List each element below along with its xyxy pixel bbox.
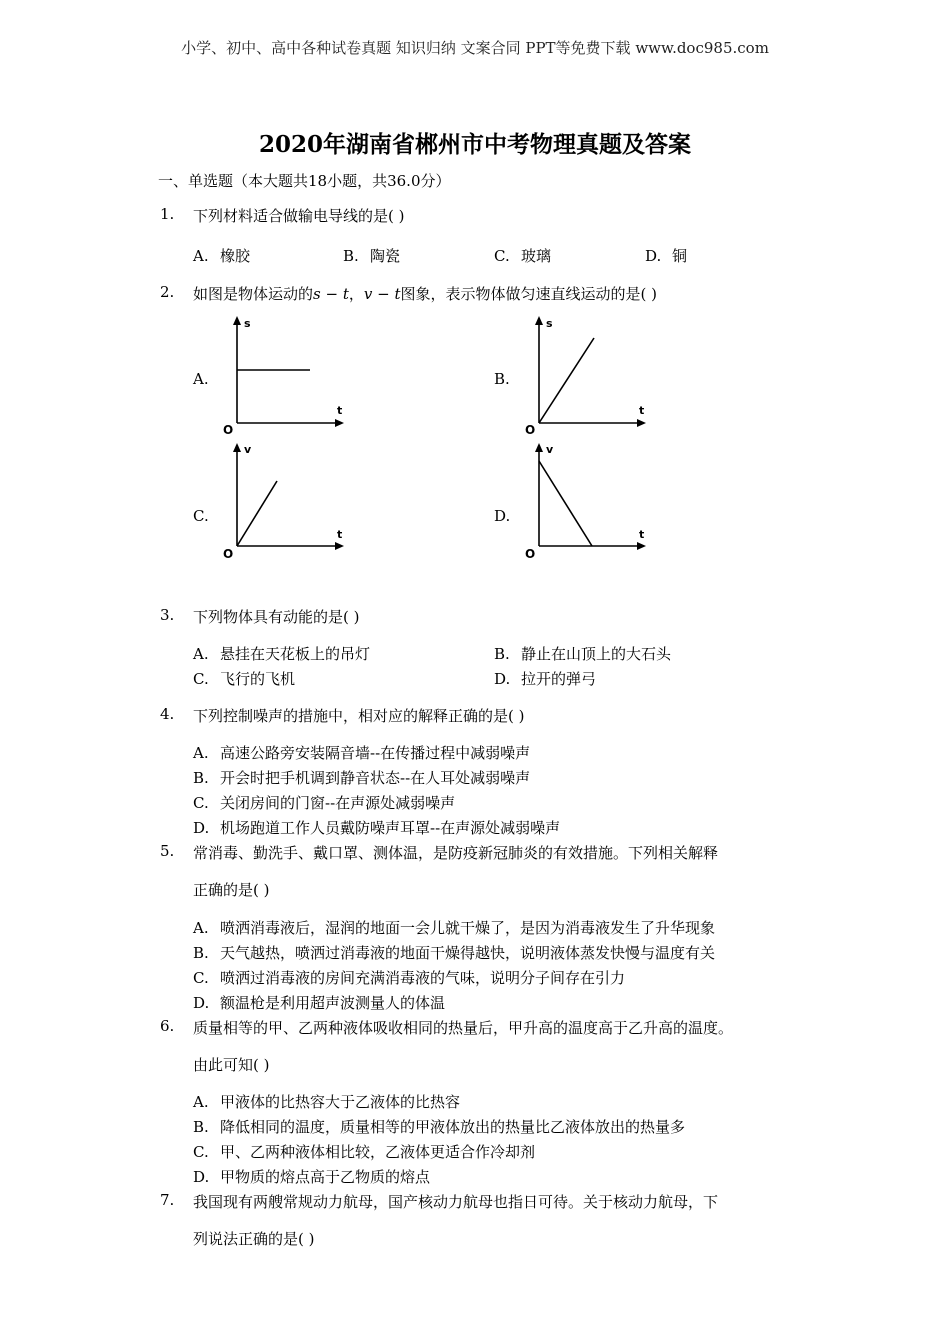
graph-a bbox=[210, 312, 360, 437]
page-title: 2020年湖南省郴州市中考物理真题及答案 bbox=[258, 131, 691, 158]
graph-c bbox=[210, 437, 360, 562]
graph-line bbox=[539, 461, 592, 546]
question-number: 6. bbox=[160, 1017, 175, 1035]
question-number: 4. bbox=[160, 705, 175, 723]
origin-label: O bbox=[223, 423, 234, 437]
option-b: B. 天气越热，喷洒过消毒液的地面干燥得越快，说明液体蒸发快慢与温度有关 bbox=[193, 944, 716, 962]
axis-label-x: t bbox=[337, 404, 343, 417]
origin-label: O bbox=[223, 547, 234, 561]
question-number: 3. bbox=[160, 606, 175, 624]
x-axis-arrow bbox=[335, 542, 344, 550]
y-axis-arrow bbox=[535, 316, 543, 325]
option-d: D. 甲物质的熔点高于乙物质的熔点 bbox=[193, 1168, 431, 1186]
section-heading: 一、单选题（本大题共18小题，共36.0分） bbox=[158, 172, 451, 190]
option-d: D. 额温枪是利用超声波测量人的体温 bbox=[193, 994, 446, 1012]
question-number: 2. bbox=[160, 283, 175, 301]
option-b: B. 开会时把手机调到静音状态--在人耳处减弱噪声 bbox=[193, 769, 531, 787]
page-header: 小学、初中、高中各种试卷真题 知识归纳 文案合同 PPT等免费下载 www.doc985.com bbox=[181, 39, 769, 57]
option-c: C. 喷洒过消毒液的房间充满消毒液的气味，说明分子间存在引力 bbox=[193, 969, 626, 987]
axis-label-x: t bbox=[639, 404, 645, 417]
option-d: D. 铜 bbox=[645, 247, 688, 265]
option-b: B. 静止在山顶上的大石头 bbox=[494, 645, 672, 663]
option-b: B. 陶瓷 bbox=[343, 247, 401, 265]
x-axis-arrow bbox=[335, 419, 344, 427]
option-d-label: D. bbox=[494, 507, 511, 525]
option-c: C. 关闭房间的门窗--在声源处减弱噪声 bbox=[193, 794, 456, 812]
x-axis-arrow bbox=[637, 419, 646, 427]
question-number: 7. bbox=[160, 1191, 175, 1209]
question-text-continued: 由此可知( ) bbox=[193, 1056, 270, 1074]
option-d: D. 拉开的弹弓 bbox=[494, 670, 597, 688]
axis-label-y: v bbox=[546, 443, 554, 456]
question-text: 下列控制噪声的措施中，相对应的解释正确的是( ) bbox=[193, 707, 525, 725]
axis-label-y: s bbox=[244, 317, 251, 330]
x-axis-arrow bbox=[637, 542, 646, 550]
option-c-label: C. bbox=[193, 507, 209, 525]
question-text: 下列材料适合做输电导线的是( ) bbox=[193, 207, 405, 225]
graph-line bbox=[539, 338, 594, 423]
graph-line bbox=[237, 481, 277, 546]
question-text-continued: 正确的是( ) bbox=[193, 881, 270, 899]
option-a: A. 橡胶 bbox=[193, 247, 251, 265]
option-a: A. 喷洒消毒液后，湿润的地面一会儿就干燥了，是因为消毒液发生了升华现象 bbox=[193, 919, 716, 937]
option-b-label: B. bbox=[494, 370, 510, 388]
question-text: 我国现有两艘常规动力航母，国产核动力航母也指日可待。关于核动力航母，下 bbox=[193, 1193, 719, 1211]
y-axis-arrow bbox=[233, 316, 241, 325]
y-axis-arrow bbox=[535, 443, 543, 452]
option-d: D. 机场跑道工作人员戴防噪声耳罩--在声源处减弱噪声 bbox=[193, 819, 561, 837]
question-text: 质量相等的甲、乙两种液体吸收相同的热量后，甲升高的温度高于乙升高的温度。 bbox=[193, 1019, 734, 1037]
option-a-label: A. bbox=[193, 370, 209, 388]
question-number: 5. bbox=[160, 842, 175, 860]
option-a: A. 甲液体的比热容大于乙液体的比热容 bbox=[193, 1093, 461, 1111]
question-number: 1. bbox=[160, 205, 175, 223]
option-a: A. 高速公路旁安装隔音墙--在传播过程中减弱噪声 bbox=[193, 744, 531, 762]
axis-label-y: s bbox=[546, 317, 553, 330]
graph-d bbox=[512, 437, 662, 562]
option-a: A. 悬挂在天花板上的吊灯 bbox=[193, 645, 371, 663]
question-text: 下列物体具有动能的是( ) bbox=[193, 608, 360, 626]
axis-label-x: t bbox=[639, 528, 645, 541]
question-text: 如图是物体运动的s − t，v − t图象，表示物体做匀速直线运动的是( ) bbox=[193, 285, 657, 303]
question-text: 常消毒、勤洗手、戴口罩、测体温，是防疫新冠肺炎的有效措施。下列相关解释 bbox=[193, 844, 719, 862]
axis-label-y: v bbox=[244, 443, 252, 456]
y-axis-arrow bbox=[233, 443, 241, 452]
option-c: C. 玻璃 bbox=[494, 247, 552, 265]
origin-label: O bbox=[525, 423, 536, 437]
origin-label: O bbox=[525, 547, 536, 561]
question-text-continued: 列说法正确的是( ) bbox=[193, 1230, 315, 1248]
option-b: B. 降低相同的温度，质量相等的甲液体放出的热量比乙液体放出的热量多 bbox=[193, 1118, 686, 1136]
axis-label-x: t bbox=[337, 528, 343, 541]
option-c: C. 甲、乙两种液体相比较，乙液体更适合作冷却剂 bbox=[193, 1143, 536, 1161]
graph-b bbox=[512, 312, 662, 437]
option-c: C. 飞行的飞机 bbox=[193, 670, 296, 688]
